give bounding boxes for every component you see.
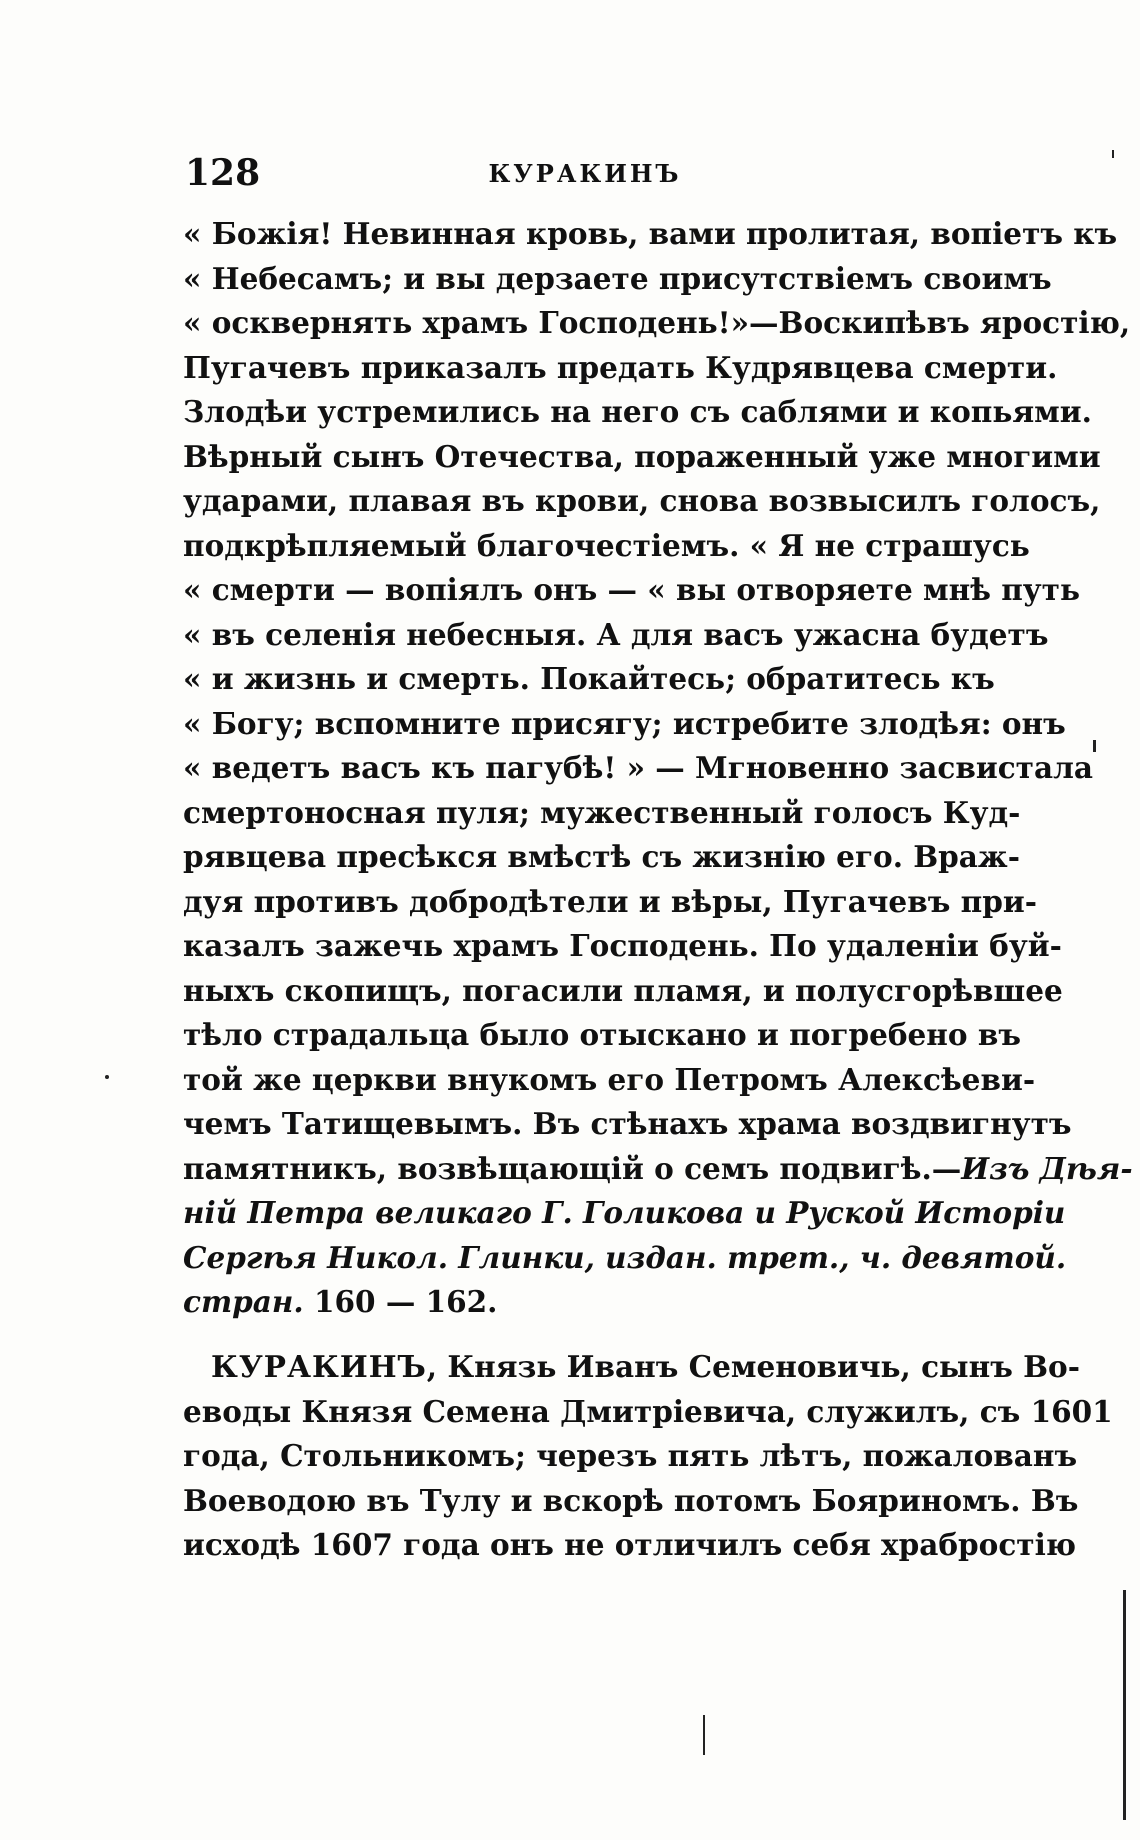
- scan-mark: [105, 1075, 109, 1079]
- text-line: « и жизнь и смерть. Покайтесь; обратитесь къ: [183, 661, 995, 696]
- paragraph-2: [183, 1345, 1113, 1568]
- text-line: « смерти — вопіялъ онъ — « вы отворяете мнѣ путь: [183, 572, 1080, 607]
- text-line: Пугачевъ приказалъ предать Кудрявцева смерти.: [183, 349, 1058, 385]
- text-line: рявцева пресѣкся вмѣстѣ съ жизнію его. Враж-: [183, 839, 1020, 874]
- citation-line: Сергѣя Никол. Глинки, издан. трет., ч. девятой.: [183, 1239, 1067, 1275]
- citation-start: Изъ Дѣя-: [961, 1150, 1133, 1186]
- text-line: подкрѣпляемый благочестіемъ. « Я не страшусь: [183, 527, 1030, 563]
- text-line: тѣло страдальца было отыскано и погребено въ: [183, 1017, 1021, 1052]
- text-line: Злодѣи устремились на него съ саблями и копьями.: [183, 394, 1092, 429]
- citation-line: ній Петра великаго Г. Голикова и Руской Исторіи: [183, 1195, 1066, 1230]
- running-head: КУРАКИНЪ: [488, 159, 682, 188]
- text-line: ударами, плавая въ крови, снова возвысилъ голосъ,: [183, 483, 1101, 518]
- text-line: Воеводою въ Тулу и вскорѣ потомъ Бояриномъ. Въ: [183, 1482, 1079, 1518]
- text-line: [183, 1345, 1080, 1390]
- text-line: « Богу; вспомните присягу; истребите злодѣя: онъ: [183, 705, 1066, 741]
- text-line-part: , Князь Иванъ Семеновичь, сынъ Во-: [426, 1349, 1080, 1384]
- text-line: года, Стольникомъ; черезъ пять лѣтъ, пожалованъ: [183, 1438, 1078, 1473]
- page-header: [185, 150, 985, 200]
- text-line: казалъ зажечь храмъ Господень. По удаленіи буй-: [183, 928, 1062, 963]
- text-line: смертоносная пуля; мужественный голосъ Куд-: [183, 794, 1021, 830]
- text-line: ныхъ скопищъ, погасили пламя, и полусгорѣвшее: [183, 972, 1063, 1008]
- text-line: исходѣ 1607 года онъ не отличилъ себя храбростію: [183, 1527, 1077, 1562]
- paragraph-1: [183, 212, 1133, 1325]
- citation-pages-line: [183, 1280, 985, 1325]
- text-line: « Небесамъ; и вы дерзаете присутствіемъ своимъ: [183, 260, 1052, 296]
- text-line: той же церкви внукомъ его Петромъ Алексѣеви-: [183, 1061, 1036, 1097]
- text-line: « ведетъ васъ къ пагубѣ! » — Мгновенно засвистала: [183, 750, 1093, 785]
- text-line: Вѣрный сынъ Отечества, пораженный уже многими: [183, 438, 1101, 474]
- text-line: еводы Князя Семена Дмитріевича, служилъ, съ 1601: [183, 1393, 1113, 1429]
- scan-mark: [703, 1715, 705, 1755]
- page-number: 128: [185, 152, 261, 194]
- citation-page-abbr: стран.: [183, 1284, 304, 1319]
- text-line-part: памятникъ, возвѣщающій о семъ подвигѣ.—: [183, 1150, 962, 1186]
- text-line: « въ селенія небесныя. А для васъ ужасна будетъ: [183, 616, 1049, 652]
- scan-mark: [1123, 1590, 1126, 1820]
- entry-headword: КУРАКИНЪ: [211, 1349, 427, 1384]
- text-line: дуя противъ добродѣтели и вѣры, Пугачевъ при-: [183, 883, 1037, 919]
- text-line: « Божія! Невинная кровь, вами пролитая, вопіетъ къ: [183, 216, 1118, 251]
- citation-pages: 160 — 162.: [313, 1284, 498, 1319]
- scan-mark: [1112, 150, 1114, 158]
- text-line: « осквернять храмъ Господень!»—Воскипѣвъ яростію,: [183, 305, 1131, 340]
- scan-mark: [1093, 740, 1096, 752]
- text-line: чемъ Татищевымъ. Въ стѣнахъ храма воздвигнутъ: [183, 1106, 1072, 1141]
- text-line: [183, 1147, 1133, 1192]
